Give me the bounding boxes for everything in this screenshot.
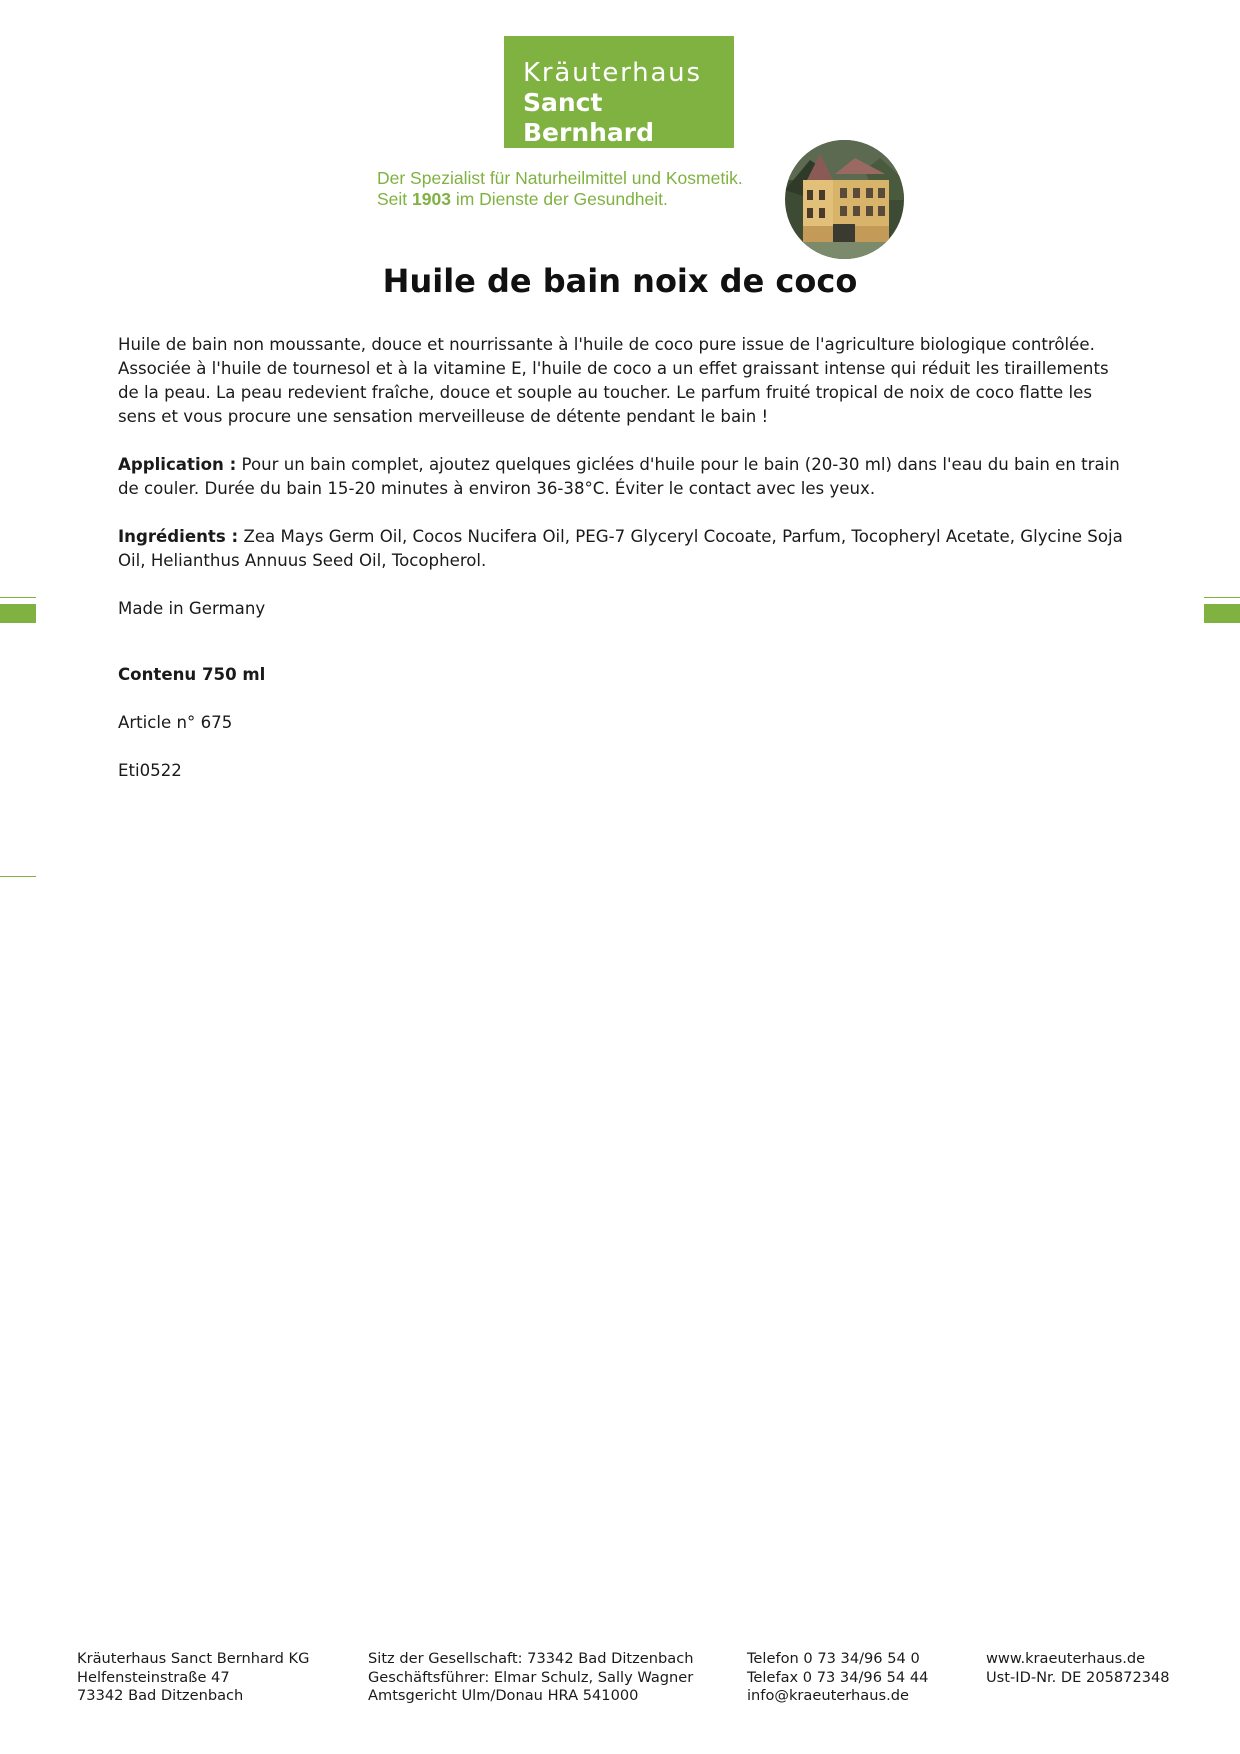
footer-vat-id: Ust-ID-Nr. DE 205872348	[986, 1668, 1170, 1686]
footer-company-street: Helfensteinstraße 47	[77, 1668, 230, 1686]
application-label: Application :	[118, 455, 237, 474]
brand-logo	[504, 36, 734, 148]
footer-phone: Telefon 0 73 34/96 54 0	[747, 1650, 920, 1667]
application-text: Pour un bain complet, ajoutez quelques giclées d'huile pour le bain (20-30 ml) dans l'eau du bain en train de couler. Durée du bain 15-20 minutes à environ 36-38°C. Éviter le contact avec les yeux.	[118, 455, 1120, 498]
logo-line-2: Sanct Bernhard	[523, 88, 655, 147]
ingredients-text: Zea Mays Germ Oil, Cocos Nucifera Oil, PEG-7 Glyceryl Cocoate, Parfum, Tocopheryl Acetate, Glycine Soja Oil, Helianthus Annuus Seed Oil, Tocopherol.	[118, 527, 1123, 570]
fold-mark-left-top	[0, 597, 36, 598]
tagline-post: im Dienste der Gesundheit.	[450, 189, 668, 209]
product-title: Huile de bain noix de coco	[382, 262, 858, 300]
content-volume	[118, 663, 1128, 687]
origin-text: Made in Germany	[118, 599, 266, 618]
footer-contact	[747, 1650, 928, 1706]
footer-company-name: Kräuterhaus Sanct Bernhard KG	[77, 1650, 310, 1667]
footer-legal-seat: Sitz der Gesellschaft: 73342 Bad Ditzenbach	[368, 1650, 694, 1667]
logo-line-1: Kräuterhaus	[523, 58, 702, 88]
footer-legal-managers: Geschäftsführer: Elmar Schulz, Sally Wagner	[368, 1668, 694, 1686]
label-code: Eti0522	[118, 761, 182, 780]
footer-legal	[368, 1650, 693, 1706]
tagline-year: 1903	[412, 189, 451, 209]
product-details	[118, 333, 1128, 807]
tagline-line-1: Der Spezialist für Naturheilmittel und Kosmetik.	[377, 168, 743, 188]
content-label: Contenu 750 ml	[118, 665, 266, 684]
tagline-pre: Seit	[377, 189, 413, 209]
building-photo-icon	[785, 140, 904, 259]
footer-company	[77, 1650, 309, 1706]
application-section	[118, 453, 1128, 501]
ingredients-section	[118, 525, 1128, 573]
footer-email: info@kraeuterhaus.de	[747, 1687, 909, 1705]
fold-mark-right-top	[1204, 597, 1240, 598]
fold-mark-left	[0, 604, 36, 623]
article-number: Article n° 675	[118, 713, 233, 732]
product-description: Huile de bain non moussante, douce et nourrissante à l'huile de coco pure issue de l'agriculture biologique contrôlée. Associée à l'huile de tournesol et à la vitamine E, l'huile de coco a un effet graissant intense qui réduit les tiraillements de la peau. La peau redevient fraîche, douce et souple au toucher. Le parfum fruité tropical de noix de coco flatte les sens et vous procure une sensation merveilleuse de détente pendant le bain !	[118, 335, 1109, 426]
footer-fax: Telefax 0 73 34/96 54 44	[747, 1668, 929, 1686]
ingredients-label: Ingrédients :	[118, 527, 239, 546]
footer-legal-court: Amtsgericht Ulm/Donau HRA 541000	[368, 1687, 639, 1705]
tagline-line-2	[377, 189, 743, 210]
footer-web	[986, 1650, 1170, 1687]
fold-mark-left-lower	[0, 876, 36, 877]
tagline	[377, 168, 743, 210]
footer-company-city: 73342 Bad Ditzenbach	[77, 1687, 244, 1705]
fold-mark-right	[1204, 604, 1240, 623]
footer-website: www.kraeuterhaus.de	[986, 1650, 1146, 1667]
